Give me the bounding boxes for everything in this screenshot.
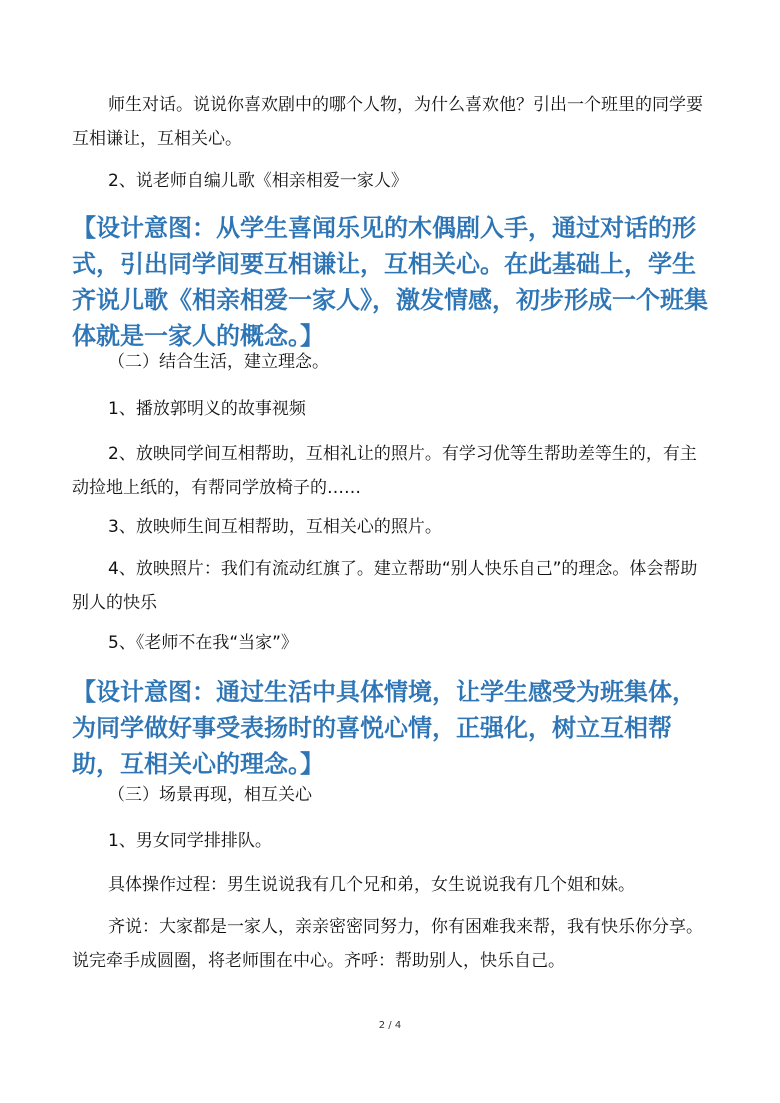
page-number: 2 / 4 bbox=[378, 1020, 402, 1031]
section2-item-2: 2、放映同学间互相帮助，互相礼让的照片。有学习优等生帮助差等生的，有主动捡地上纸的，有帮同学放椅子的…… bbox=[72, 444, 697, 498]
section2-item-3: 3、放映师生间互相帮助，互相关心的照片。 bbox=[108, 517, 442, 537]
section3-chant: 齐说：大家都是一家人，亲亲密密同努力，你有困难我来帮，我有快乐你分享。说完牵手成圆圈，将老师围在中心。齐呼：帮助别人，快乐自己。 bbox=[72, 917, 703, 971]
section3-item-1: 1、男女同学排排队。 bbox=[108, 831, 272, 851]
section2-item-4: 4、放映照片：我们有流动红旗了。建立帮助“别人快乐自己”的理念。体会帮助别人的快乐 bbox=[72, 559, 698, 613]
section2-item-5: 5、《老师不在我“当家”》 bbox=[108, 633, 298, 653]
dialogue-paragraph: 师生对话。说说你喜欢剧中的哪个人物，为什么喜欢他？引出一个班里的同学要互相谦让，互相关心。 bbox=[72, 95, 703, 149]
section3-detail: 具体操作过程：男生说说我有几个兄和弟，女生说说我有几个姐和妹。 bbox=[108, 875, 635, 895]
section-heading-3: （三）场景再现，相互关心 bbox=[108, 785, 312, 805]
rhyme-item: 2、说老师自编儿歌《相亲相爱一家人》 bbox=[108, 171, 408, 191]
section2-item-1: 1、播放郭明义的故事视频 bbox=[108, 399, 306, 419]
design-intent-1: 【设计意图：从学生喜闻乐见的木偶剧入手，通过对话的形式，引出同学间要互相谦让，互相关心。在此基础上，学生齐说儿歌《相亲相爱一家人》，激发情感，初步形成一个班集体就是一家人的概念。】 bbox=[72, 214, 708, 350]
design-intent-2: 【设计意图：通过生活中具体情境，让学生感受为班集体，为同学做好事受表扬时的喜悦心情，正强化，树立互相帮助，互相关心的理念。】 bbox=[72, 678, 696, 778]
section-heading-2: （二）结合生活，建立理念。 bbox=[108, 352, 329, 372]
